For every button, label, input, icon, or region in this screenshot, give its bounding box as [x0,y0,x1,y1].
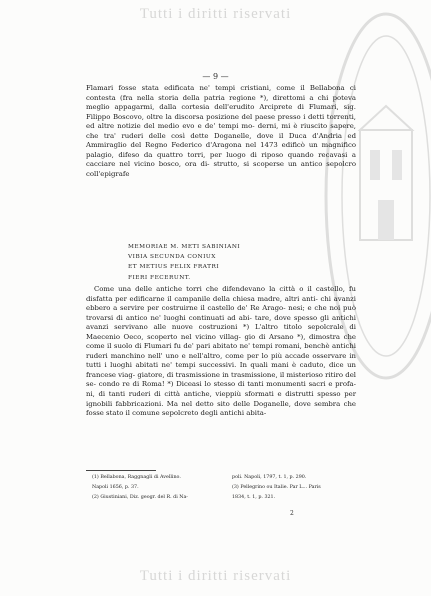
footnote-line: Napoli 1656, p. 37. [92,485,139,490]
p1-line: Flumari, sig. Filippo Boscovo, oltre la discorsa posizione del paese [86,103,356,121]
p2-line: nesi; e che noi può trovarsi di antico ne' luoghi continuati ad abi- [86,304,356,322]
footnotes-left-column [92,473,222,503]
p2-line: gio di Arsano *), dimostra che come il suolo di Flumari fu de' pari [86,332,356,351]
p2-line: chi avanzi ebbero a servire per costruirne il castello de' Re Arago- [86,294,357,313]
epigraph-line: MEMORIAE M. METI SABINIANI [128,244,241,250]
p1-line: poteva meglio appagarmi, dalla cortesia dell'erudito Arciprete di [86,93,356,112]
p2-line: giatore, di trasmissione in trasmissione, il misterioso ritiro del se- [86,370,356,389]
p2-line: ni, di tanti ruderi di città antiche, vieppiù sformati e distrutti spesso [86,390,345,399]
footnote-line: (3) Pellegrino ou Italie. Par L... Paris [232,485,321,490]
p2-line: L'altro titolo sepolcrale di Maecenio Oeco, scoperto nel vicino villag- [86,323,356,341]
footnote-line: 1834, t. 1, p. 321. [232,495,276,500]
p2-line: fu disfatta per edificarne il campanile della chiesa madre, altri anti- [86,285,356,303]
p1-line: presso i detti torrenti, ed altre notizie del medio evo e de' tempi mo- [86,112,356,131]
p2-line: tare, dove spesso gli antichi avanzi servivano alle nuove costruzioni *) [86,313,356,332]
p2-line: condo re di Roma! *) Diceasi lo stesso di tanti monumenti sacri e profa- [98,380,356,389]
p1-line: strutto, si scoperse un antico sepolcro coll'epigrafe [86,160,356,178]
footnote-line: (1) Bellabona, Raggnagli di Avellino. [92,475,181,480]
watermark-top: Tutti i diritti riservati [139,6,292,22]
footnote-line: (2) Giustiniani, Diz. geogr. del R. di Na- [92,495,188,500]
paragraph-2 [86,285,356,419]
watermark-bottom: Tutti i diritti riservati [139,568,292,584]
signature-mark: 2 [290,510,294,517]
epigraph-inscription [128,242,240,283]
paragraph-1 [86,84,356,179]
p2-line: per ignobili fabbricazioni. Ma nel detto sito delle Doganelle, dove [86,390,356,408]
epigraph-line: ET METIUS FELIX FRATRI [128,264,220,271]
footnote-rule [86,470,156,471]
p1-line: derni, mi è riuscito sapere, che tra' ruderi delle così dette Doganelle, [86,122,356,140]
epigraph-line: VIBIA SECUNDA CONIUX [128,254,216,261]
page-number: — 9 — [202,72,229,81]
p2-line: sembra che fosse stato il comune sepolcreto degli antichi abita- [86,399,356,418]
footnotes-right-column [232,473,362,503]
p1-line: ci contesta (fra nella storia della patria regione *), direttomi a chi [86,84,356,102]
p1-line: nel 1473 edificò un magnifico palagio, difeso da quattro torri, per [86,141,356,159]
p1-line: luogo di riposo quando recavasi a cacciare nel vicino bosco, ora di- [86,150,356,169]
epigraph-line: FIERI FECERUNT. [128,274,191,281]
p2-line: ne' tempi successivi. In quali mani è caduto, dice un francese viag- [86,361,356,379]
p2-line: Come una delle antiche torri che difendevano la città o il castello, [94,285,349,293]
p1-line: dove il Duca d'Andria ed Ammiraglio del Regno Federico d'Aragona [86,131,356,150]
footnote-line: poli. Napoli, 1797, t. 1, p. 290. [232,475,307,480]
p2-line: e nell'altro, come per lo più accade osservare in tutti i luoghi abitati [86,351,356,370]
p1-line: Flamari fosse stata edificata ne' tempi cristiani, come il Bellabona [86,84,350,92]
p2-line: abitato ne' tempi romani, benchè antichi ruderi manchino nell' uno [86,342,356,360]
